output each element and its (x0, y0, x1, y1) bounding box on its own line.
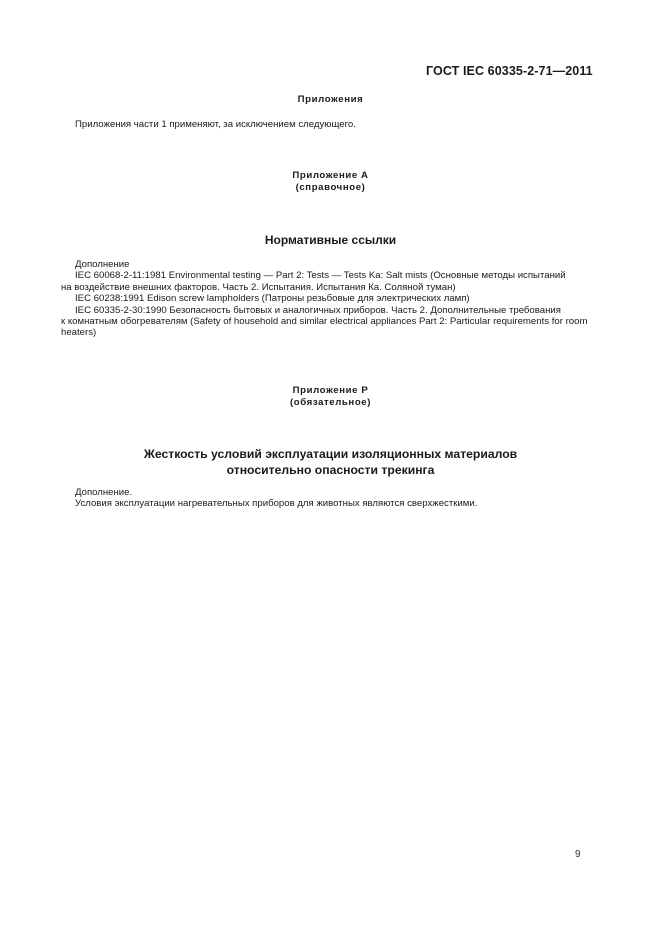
reference-3-line-1: IEC 60335-2-30:1990 Безопасность бытовых и аналогичных приборов. Часть 2. Дополнительные требования (75, 304, 561, 316)
reference-3-line-3: heaters) (61, 327, 97, 339)
appendix-p-text: Условия эксплуатации нагревательных приборов для животных являются сверхжесткими. (75, 498, 478, 510)
appendix-a-heading: Нормативные ссылки (264, 233, 397, 247)
standard-code-header: ГОСТ IEC 60335-2-71—2011 (426, 64, 593, 78)
page-number: 9 (575, 849, 581, 860)
appendices-title: Приложения (297, 94, 364, 105)
appendix-p-heading-line-2: относительно опасности трекинга (226, 463, 435, 477)
reference-3-line-2: к комнатным обогревателям (Safety of household and similar electrical appliances Part 2: Particular requirements for room (61, 316, 588, 328)
appendix-a-title: Приложение А (292, 170, 369, 181)
reference-1-line-2: на воздействие внешних факторов. Часть 2. Испытания. Испытания Ка. Соляной туман) (61, 281, 456, 293)
appendix-a-subtitle: (справочное) (295, 182, 366, 193)
reference-1-line-1: IEC 60068-2-11:1981 Environmental testing — Part 2: Tests — Tests Ka: Salt mists (Основные методы испытаний (75, 270, 566, 282)
appendices-text: Приложения части 1 применяют, за исключением следующего. (75, 119, 356, 130)
appendix-p-body (75, 487, 602, 510)
appendix-p-title: Приложение Р (292, 385, 369, 396)
appendix-p-intro: Дополнение. (75, 487, 133, 498)
appendix-p-heading-line-1: Жесткость условий эксплуатации изоляционных материалов (143, 447, 518, 461)
reference-2-line-1: IEC 60238:1991 Edison screw lampholders (Патроны резьбовые для электрических ламп) (75, 293, 470, 305)
references-intro: Дополнение (75, 259, 130, 270)
appendix-p-subtitle: (обязательное) (289, 397, 372, 408)
normative-references (61, 259, 588, 339)
